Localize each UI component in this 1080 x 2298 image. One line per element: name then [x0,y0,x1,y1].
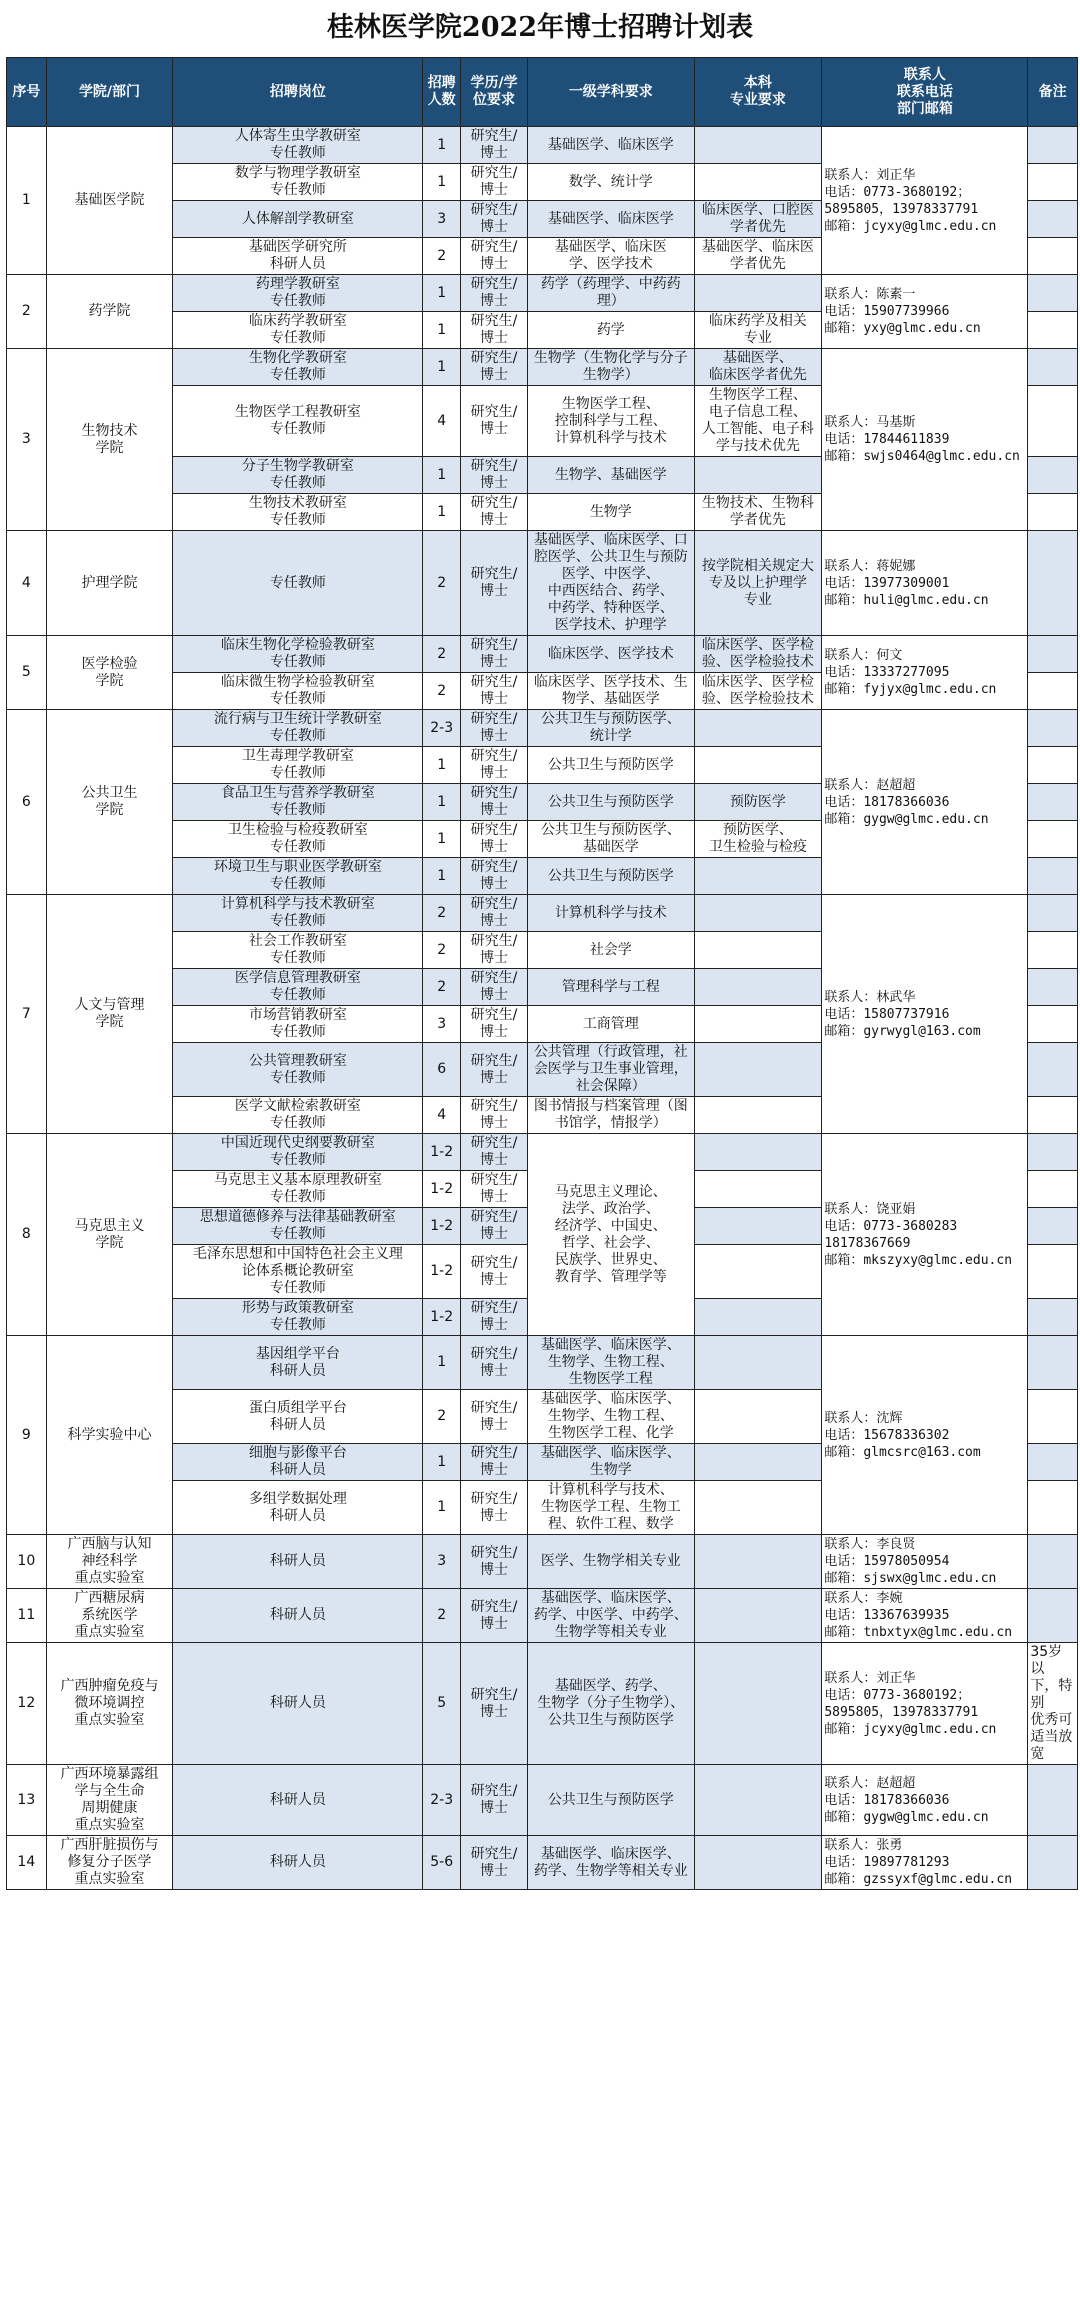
cell-count: 1-2 [423,1299,460,1336]
cell-undergrad [694,1208,822,1245]
cell-contact: 联系人：陈素一 电话：15907739966 邮箱：yxy@glmc.edu.cn [822,275,1028,349]
table-row [7,1336,1078,1390]
cell-count: 1 [423,127,460,164]
table-row [7,1643,1078,1765]
cell-contact: 联系人：赵超超 电话：18178366036 邮箱：gygw@glmc.edu.cn [822,710,1028,895]
table-row [7,275,1078,312]
cell-discipline: 临床医学、医学技术 [528,636,694,673]
cell-department: 医学检验 学院 [46,636,173,710]
cell-discipline: 计算机科学与技术、 生物医学工程、生物工 程、软件工程、数学 [528,1481,694,1535]
cell-undergrad [694,1171,822,1208]
cell-undergrad [694,164,822,201]
cell-undergrad [694,1836,822,1890]
cell-count: 2 [423,238,460,275]
cell-position: 科研人员 [173,1535,423,1589]
cell-discipline: 临床医学、医学技术、生 物学、基础医学 [528,673,694,710]
cell-index: 6 [7,710,47,895]
cell-discipline: 生物学 [528,494,694,531]
cell-discipline: 公共卫生与预防医学 [528,747,694,784]
cell-department: 广西肿瘤免疫与 微环境调控 重点实验室 [46,1643,173,1765]
cell-count: 2 [423,531,460,636]
cell-undergrad: 临床医学、医学检 验、医学检验技术 [694,673,822,710]
cell-discipline: 基础医学、临床医 学、医学技术 [528,238,694,275]
cell-discipline: 药学（药理学、中药药 理） [528,275,694,312]
cell-department: 公共卫生 学院 [46,710,173,895]
cell-undergrad [694,1245,822,1299]
cell-position: 生物化学教研室 专任教师 [173,349,423,386]
cell-degree: 研究生/ 博士 [460,1097,527,1134]
cell-discipline: 基础医学、临床医学 [528,127,694,164]
cell-degree: 研究生/ 博士 [460,1589,527,1643]
cell-undergrad [694,127,822,164]
cell-position: 分子生物学教研室 专任教师 [173,457,423,494]
cell-remarks [1028,238,1078,275]
cell-remarks [1028,1589,1078,1643]
cell-undergrad: 生物技术、生物科 学者优先 [694,494,822,531]
cell-undergrad: 临床医学、口腔医 学者优先 [694,201,822,238]
cell-index: 13 [7,1765,47,1836]
cell-degree: 研究生/ 博士 [460,531,527,636]
cell-undergrad [694,1765,822,1836]
cell-position: 环境卫生与职业医学教研室 专任教师 [173,858,423,895]
cell-remarks [1028,312,1078,349]
cell-degree: 研究生/ 博士 [460,1836,527,1890]
cell-count: 1 [423,821,460,858]
cell-count: 1 [423,349,460,386]
cell-remarks [1028,1006,1078,1043]
cell-discipline: 公共管理（行政管理，社 会医学与卫生事业管理， 社会保障） [528,1043,694,1097]
cell-count: 1 [423,784,460,821]
cell-discipline: 基础医学、药学、 生物学（分子生物学）、 公共卫生与预防医学 [528,1643,694,1765]
cell-position: 形势与政策教研室 专任教师 [173,1299,423,1336]
cell-position: 人体寄生虫学教研室 专任教师 [173,127,423,164]
cell-degree: 研究生/ 博士 [460,673,527,710]
cell-remarks [1028,747,1078,784]
cell-count: 1-2 [423,1208,460,1245]
cell-remarks [1028,457,1078,494]
col-header-department: 学院/部门 [46,58,173,127]
cell-remarks: 35岁以 下，特别 优秀可 适当放宽 [1028,1643,1078,1765]
cell-remarks [1028,1444,1078,1481]
cell-index: 4 [7,531,47,636]
cell-count: 2 [423,1390,460,1444]
cell-department: 护理学院 [46,531,173,636]
cell-count: 3 [423,201,460,238]
cell-degree: 研究生/ 博士 [460,1765,527,1836]
col-header-undergrad: 本科 专业要求 [694,58,822,127]
cell-degree: 研究生/ 博士 [460,1171,527,1208]
table-row [7,1535,1078,1589]
cell-degree: 研究生/ 博士 [460,349,527,386]
cell-position: 药理学教研室 专任教师 [173,275,423,312]
cell-department: 马克思主义 学院 [46,1134,173,1336]
cell-remarks [1028,932,1078,969]
table-row [7,1589,1078,1643]
cell-undergrad [694,1390,822,1444]
cell-undergrad [694,969,822,1006]
cell-contact: 联系人：何文 电话：13337277095 邮箱：fyjyx@glmc.edu.cn [822,636,1028,710]
cell-contact: 联系人：蒋妮娜 电话：13977309001 邮箱：huli@glmc.edu.cn [822,531,1028,636]
cell-count: 1-2 [423,1245,460,1299]
cell-degree: 研究生/ 博士 [460,1245,527,1299]
cell-position: 医学文献检索教研室 专任教师 [173,1097,423,1134]
cell-contact: 联系人：刘正华 电话：0773-3680192； 5895805，13978337791 邮箱：jcyxy@glmc.edu.cn [822,127,1028,275]
cell-remarks [1028,1535,1078,1589]
cell-position: 基因组学平台 科研人员 [173,1336,423,1390]
cell-discipline: 基础医学、临床医学、 生物学、生物工程、 生物医学工程、化学 [528,1390,694,1444]
cell-undergrad [694,932,822,969]
cell-remarks [1028,127,1078,164]
cell-position: 毛泽东思想和中国特色社会主义理 论体系概论教研室 专任教师 [173,1245,423,1299]
cell-degree: 研究生/ 博士 [460,1535,527,1589]
cell-undergrad [694,275,822,312]
cell-position: 数学与物理学教研室 专任教师 [173,164,423,201]
cell-index: 9 [7,1336,47,1535]
cell-position: 卫生检验与检疫教研室 专任教师 [173,821,423,858]
table-row [7,349,1078,386]
cell-discipline: 数学、统计学 [528,164,694,201]
cell-remarks [1028,1836,1078,1890]
col-header-contact: 联系人 联系电话 部门邮箱 [822,58,1028,127]
cell-remarks [1028,1134,1078,1171]
cell-discipline: 马克思主义理论、 法学、政治学、 经济学、中国史、 哲学、社会学、 民族学、世界史、 教育学、管理学等 [528,1134,694,1336]
cell-count: 5 [423,1643,460,1765]
cell-discipline: 基础医学、临床医学、 药学、生物学等相关专业 [528,1836,694,1890]
cell-discipline: 工商管理 [528,1006,694,1043]
cell-remarks [1028,1043,1078,1097]
col-header-index: 序号 [7,58,47,127]
cell-count: 1-2 [423,1134,460,1171]
cell-department: 广西糖尿病 系统医学 重点实验室 [46,1589,173,1643]
cell-position: 公共管理教研室 专任教师 [173,1043,423,1097]
cell-undergrad: 预防医学 [694,784,822,821]
header-row [7,58,1078,127]
cell-department: 生物技术 学院 [46,349,173,531]
cell-discipline: 生物医学工程、 控制科学与工程、 计算机科学与技术 [528,386,694,457]
cell-discipline: 基础医学、临床医学、 生物学 [528,1444,694,1481]
cell-remarks [1028,1390,1078,1444]
cell-degree: 研究生/ 博士 [460,127,527,164]
cell-index: 2 [7,275,47,349]
cell-degree: 研究生/ 博士 [460,164,527,201]
cell-degree: 研究生/ 博士 [460,1134,527,1171]
cell-count: 3 [423,1535,460,1589]
cell-remarks [1028,1299,1078,1336]
cell-position: 马克思主义基本原理教研室 专任教师 [173,1171,423,1208]
cell-index: 11 [7,1589,47,1643]
cell-remarks [1028,673,1078,710]
cell-position: 蛋白质组学平台 科研人员 [173,1390,423,1444]
cell-position: 流行病与卫生统计学教研室 专任教师 [173,710,423,747]
cell-remarks [1028,531,1078,636]
cell-count: 2-3 [423,1765,460,1836]
cell-position: 计算机科学与技术教研室 专任教师 [173,895,423,932]
cell-position: 医学信息管理教研室 专任教师 [173,969,423,1006]
cell-count: 3 [423,1006,460,1043]
cell-remarks [1028,1208,1078,1245]
cell-position: 多组学数据处理 科研人员 [173,1481,423,1535]
col-header-discipline: 一级学科要求 [528,58,694,127]
cell-contact: 联系人：赵超超 电话：18178366036 邮箱：gygw@glmc.edu.cn [822,1765,1028,1836]
cell-position: 科研人员 [173,1765,423,1836]
cell-degree: 研究生/ 博士 [460,457,527,494]
cell-count: 2 [423,1589,460,1643]
cell-count: 1 [423,1481,460,1535]
cell-discipline: 公共卫生与预防医学 [528,1765,694,1836]
cell-discipline: 基础医学、临床医学、 生物学、生物工程、 生物医学工程 [528,1336,694,1390]
cell-remarks [1028,164,1078,201]
table-row [7,531,1078,636]
cell-department: 药学院 [46,275,173,349]
cell-undergrad [694,1444,822,1481]
cell-count: 4 [423,386,460,457]
cell-degree: 研究生/ 博士 [460,858,527,895]
cell-contact: 联系人：沈辉 电话：15678336302 邮箱：glmcsrc@163.com [822,1336,1028,1535]
cell-remarks [1028,784,1078,821]
cell-undergrad [694,1481,822,1535]
cell-remarks [1028,1245,1078,1299]
cell-discipline: 社会学 [528,932,694,969]
cell-contact: 联系人：刘正华 电话：0773-3680192； 5895805，13978337791 邮箱：jcyxy@glmc.edu.cn [822,1643,1028,1765]
cell-count: 5-6 [423,1836,460,1890]
cell-remarks [1028,386,1078,457]
cell-degree: 研究生/ 博士 [460,784,527,821]
cell-contact: 联系人：李良贤 电话：15978050954 邮箱：sjswx@glmc.edu.cn [822,1535,1028,1589]
cell-remarks [1028,1171,1078,1208]
cell-department: 基础医学院 [46,127,173,275]
col-header-count: 招聘 人数 [423,58,460,127]
cell-undergrad [694,747,822,784]
cell-position: 食品卫生与营养学教研室 专任教师 [173,784,423,821]
cell-count: 1 [423,747,460,784]
cell-department: 人文与管理 学院 [46,895,173,1134]
cell-degree: 研究生/ 博士 [460,636,527,673]
page-title: 桂林医学院2022年博士招聘计划表 [326,12,754,43]
cell-position: 思想道德修养与法律基础教研室 专任教师 [173,1208,423,1245]
cell-position: 卫生毒理学教研室 专任教师 [173,747,423,784]
cell-remarks [1028,1765,1078,1836]
cell-position: 中国近现代史纲要教研室 专任教师 [173,1134,423,1171]
cell-count: 1 [423,164,460,201]
cell-degree: 研究生/ 博士 [460,386,527,457]
table-row [7,1765,1078,1836]
cell-undergrad [694,1589,822,1643]
table-row [7,1134,1078,1171]
cell-remarks [1028,275,1078,312]
table-row [7,127,1078,164]
cell-discipline: 基础医学、临床医学 [528,201,694,238]
cell-index: 3 [7,349,47,531]
table-row [7,710,1078,747]
table-row [7,1836,1078,1890]
cell-undergrad: 生物医学工程、 电子信息工程、 人工智能、电子科 学与技术优先 [694,386,822,457]
cell-position: 基础医学研究所 科研人员 [173,238,423,275]
cell-discipline: 医学、生物学相关专业 [528,1535,694,1589]
cell-contact: 联系人：李婉 电话：13367639935 邮箱：tnbxtyx@glmc.edu.cn [822,1589,1028,1643]
cell-department: 广西肝脏损伤与 修复分子医学 重点实验室 [46,1836,173,1890]
cell-index: 14 [7,1836,47,1890]
cell-count: 1 [423,312,460,349]
cell-undergrad: 基础医学、 临床医学者优先 [694,349,822,386]
cell-count: 2 [423,673,460,710]
cell-position: 科研人员 [173,1836,423,1890]
cell-position: 细胞与影像平台 科研人员 [173,1444,423,1481]
cell-department: 科学实验中心 [46,1336,173,1535]
cell-index: 10 [7,1535,47,1589]
cell-undergrad [694,1643,822,1765]
cell-degree: 研究生/ 博士 [460,1208,527,1245]
cell-degree: 研究生/ 博士 [460,969,527,1006]
cell-undergrad [694,1134,822,1171]
cell-remarks [1028,969,1078,1006]
cell-degree: 研究生/ 博士 [460,1299,527,1336]
cell-index: 1 [7,127,47,275]
cell-index: 7 [7,895,47,1134]
cell-discipline: 公共卫生与预防医学 [528,784,694,821]
cell-discipline: 药学 [528,312,694,349]
cell-degree: 研究生/ 博士 [460,821,527,858]
cell-count: 6 [423,1043,460,1097]
cell-degree: 研究生/ 博士 [460,201,527,238]
cell-degree: 研究生/ 博士 [460,895,527,932]
cell-degree: 研究生/ 博士 [460,275,527,312]
col-header-remarks: 备注 [1028,58,1078,127]
cell-undergrad [694,1299,822,1336]
cell-discipline: 公共卫生与预防医学、 基础医学 [528,821,694,858]
cell-discipline: 公共卫生与预防医学、 统计学 [528,710,694,747]
col-header-degree: 学历/学 位要求 [460,58,527,127]
cell-remarks [1028,1097,1078,1134]
cell-position: 人体解剖学教研室 [173,201,423,238]
cell-count: 2 [423,636,460,673]
cell-position: 专任教师 [173,531,423,636]
cell-department: 广西脑与认知 神经科学 重点实验室 [46,1535,173,1589]
cell-position: 科研人员 [173,1643,423,1765]
cell-contact: 联系人：饶亚娟 电话：0773-3680283 18178367669 邮箱：mkszyxy@glmc.edu.cn [822,1134,1028,1336]
cell-contact: 联系人：林武华 电话：15807737916 邮箱：gyrwygl@163.com [822,895,1028,1134]
cell-undergrad [694,895,822,932]
cell-count: 2-3 [423,710,460,747]
cell-remarks [1028,494,1078,531]
cell-undergrad: 基础医学、临床医 学者优先 [694,238,822,275]
cell-undergrad [694,1097,822,1134]
cell-count: 1 [423,275,460,312]
cell-undergrad: 预防医学、 卫生检验与检疫 [694,821,822,858]
recruitment-table [6,57,1078,1890]
cell-index: 12 [7,1643,47,1765]
cell-undergrad [694,858,822,895]
cell-remarks [1028,858,1078,895]
cell-contact: 联系人：张勇 电话：19897781293 邮箱：gzssyxf@glmc.edu.cn [822,1836,1028,1890]
cell-remarks [1028,201,1078,238]
cell-count: 1 [423,858,460,895]
cell-undergrad: 临床医学、医学检 验、医学检验技术 [694,636,822,673]
cell-index: 5 [7,636,47,710]
cell-undergrad: 按学院相关规定大 专及以上护理学 专业 [694,531,822,636]
cell-degree: 研究生/ 博士 [460,1481,527,1535]
cell-degree: 研究生/ 博士 [460,1336,527,1390]
cell-count: 1-2 [423,1171,460,1208]
cell-count: 1 [423,1336,460,1390]
cell-undergrad [694,710,822,747]
cell-undergrad [694,1535,822,1589]
cell-count: 1 [423,457,460,494]
cell-count: 4 [423,1097,460,1134]
cell-undergrad [694,1336,822,1390]
cell-position: 生物医学工程教研室 专任教师 [173,386,423,457]
cell-discipline: 管理科学与工程 [528,969,694,1006]
cell-degree: 研究生/ 博士 [460,1043,527,1097]
cell-degree: 研究生/ 博士 [460,1643,527,1765]
cell-undergrad [694,1006,822,1043]
cell-position: 生物技术教研室 专任教师 [173,494,423,531]
cell-remarks [1028,636,1078,673]
cell-remarks [1028,895,1078,932]
cell-position: 科研人员 [173,1589,423,1643]
cell-undergrad: 临床药学及相关 专业 [694,312,822,349]
cell-remarks [1028,349,1078,386]
cell-department: 广西环境暴露组 学与全生命 周期健康 重点实验室 [46,1765,173,1836]
cell-degree: 研究生/ 博士 [460,1444,527,1481]
cell-position: 市场营销教研室 专任教师 [173,1006,423,1043]
cell-remarks [1028,1481,1078,1535]
cell-count: 2 [423,969,460,1006]
cell-remarks [1028,710,1078,747]
table-row [7,895,1078,932]
cell-degree: 研究生/ 博士 [460,1390,527,1444]
cell-discipline: 计算机科学与技术 [528,895,694,932]
cell-undergrad [694,1043,822,1097]
cell-count: 2 [423,932,460,969]
cell-index: 8 [7,1134,47,1336]
cell-position: 临床药学教研室 专任教师 [173,312,423,349]
cell-discipline: 基础医学、临床医学、口 腔医学、公共卫生与预防 医学、中医学、 中西医结合、药学、 中药学、特种医学、 医学技术、护理学 [528,531,694,636]
cell-position: 临床生物化学检验教研室 专任教师 [173,636,423,673]
cell-degree: 研究生/ 博士 [460,494,527,531]
cell-remarks [1028,1336,1078,1390]
cell-degree: 研究生/ 博士 [460,312,527,349]
cell-discipline: 基础医学、临床医学、 药学、中医学、中药学、 生物学等相关专业 [528,1589,694,1643]
cell-degree: 研究生/ 博士 [460,710,527,747]
cell-remarks [1028,821,1078,858]
cell-degree: 研究生/ 博士 [460,1006,527,1043]
cell-discipline: 生物学（生物化学与分子 生物学） [528,349,694,386]
table-row [7,636,1078,673]
cell-count: 2 [423,895,460,932]
col-header-position: 招聘岗位 [173,58,423,127]
cell-contact: 联系人：马基斯 电话：17844611839 邮箱：swjs0464@glmc.edu.cn [822,349,1028,531]
cell-discipline: 生物学、基础医学 [528,457,694,494]
cell-discipline: 公共卫生与预防医学 [528,858,694,895]
cell-degree: 研究生/ 博士 [460,238,527,275]
cell-discipline: 图书情报与档案管理（图 书馆学，情报学） [528,1097,694,1134]
cell-count: 1 [423,1444,460,1481]
cell-position: 社会工作教研室 专任教师 [173,932,423,969]
cell-count: 1 [423,494,460,531]
cell-degree: 研究生/ 博士 [460,932,527,969]
cell-position: 临床微生物学检验教研室 专任教师 [173,673,423,710]
cell-undergrad [694,457,822,494]
cell-degree: 研究生/ 博士 [460,747,527,784]
